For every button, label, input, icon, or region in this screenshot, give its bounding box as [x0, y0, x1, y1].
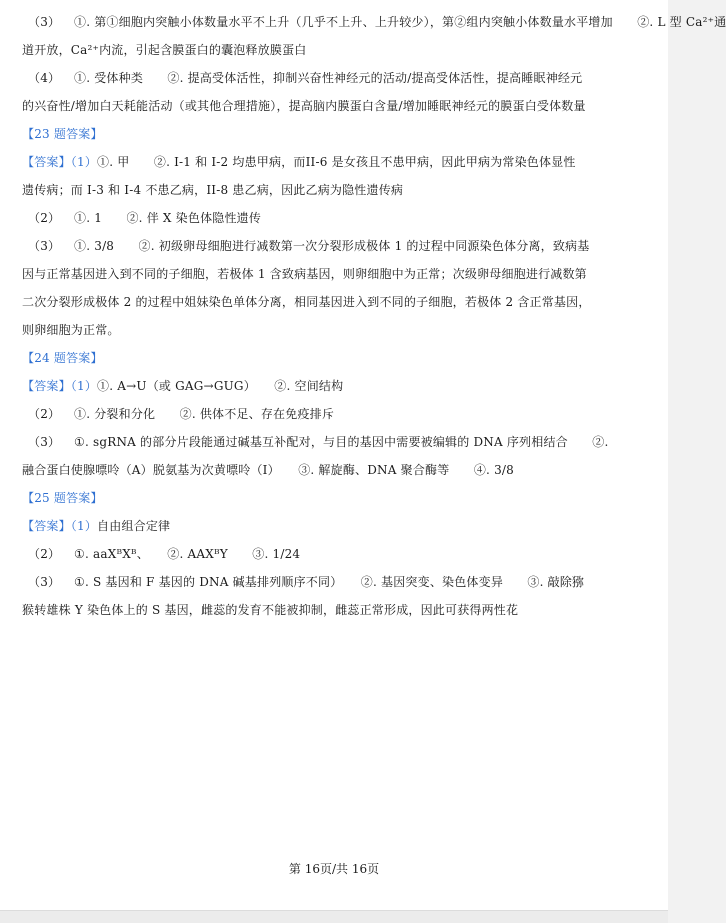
heading-text: 【23 题答案】 — [22, 127, 103, 141]
line-text: ①. 1 ②. 伴 X 染色体隐性遗传 — [74, 211, 262, 225]
text-line — [22, 540, 632, 568]
text-line — [22, 36, 632, 64]
page-number: 第 16页/共 16页 — [288, 862, 380, 876]
line-text: ①. 甲 ②. I-1 和 I-2 均患甲病，而II-6 是女孩且不患甲病，因此甲病为常染色体显性 — [97, 155, 576, 169]
text-line — [22, 8, 726, 36]
answer-line — [22, 148, 632, 176]
line-text: ①. A→U（或 GAG→GUG） ②. 空间结构 — [97, 379, 344, 393]
answer-label: 【答案】（1） — [22, 155, 98, 169]
line-text: ①. 第①细胞内突触小体数量水平不上升（几乎不上升、上升较少），第②组内突触小体数量水平增加 ②. L 型 Ca²⁺通 — [74, 15, 726, 29]
text-line — [22, 568, 632, 596]
line-text: ①. 分裂和分化 ②. 供体不足、存在免疫排斥 — [74, 407, 335, 421]
line-text: 则卵细胞为正常。 — [22, 323, 120, 337]
line-text: 猴转雄株 Y 染色体上的 S 基因，雌蕊的发育不能被抑制，雌蕊正常形成，因此可获得两性花 — [22, 603, 519, 617]
answer-content — [22, 8, 726, 624]
text-line — [22, 232, 632, 260]
text-line — [22, 204, 632, 232]
text-line — [22, 428, 632, 456]
line-text: ①. 3/8 ②. 初级卵母细胞进行减数第一次分裂形成极体 1 的过程中同源染色体分离，致病基 — [74, 239, 590, 253]
item-number: （3） — [28, 435, 61, 449]
text-line — [22, 316, 632, 344]
text-line — [22, 260, 632, 288]
line-text: 道开放，Ca²⁺内流，引起含膜蛋白的囊泡释放膜蛋白 — [22, 43, 307, 57]
line-text: 自由组合定律 — [97, 519, 171, 533]
line-text: ①. 受体种类 ②. 提高受体活性，抑制兴奋性神经元的活动/提高受体活性，提高睡眠神经元 — [74, 71, 583, 85]
item-number: （2） — [28, 547, 61, 561]
answer-line — [22, 512, 632, 540]
item-number: （3） — [28, 575, 61, 589]
item-number: （4） — [28, 71, 61, 85]
line-text: 二次分裂形成极体 2 的过程中姐妹染色单体分离，相同基因进入到不同的子细胞，若极体 2 含正常基因， — [22, 295, 591, 309]
text-line — [22, 92, 632, 120]
section-heading-23 — [22, 120, 632, 148]
answer-label: 【答案】（1） — [22, 519, 98, 533]
line-text: 遗传病；而 I-3 和 I-4 不患乙病，II-8 患乙病，因此乙病为隐性遗传病 — [22, 183, 404, 197]
line-text: 因与正常基因进入到不同的子细胞，若极体 1 含致病基因，则卵细胞中为正常；次级卵母细胞进行减数第 — [22, 267, 587, 281]
line-text: ①. sgRNA 的部分片段能通过碱基互补配对，与目的基因中需要被编辑的 DNA 序列相结合 ②. — [74, 435, 609, 449]
text-line — [22, 596, 632, 624]
text-line — [22, 400, 632, 428]
heading-text: 【25 题答案】 — [22, 491, 103, 505]
answer-line — [22, 372, 632, 400]
line-text: ①. S 基因和 F 基因的 DNA 碱基排列顺序不同） ②. 基因突变、染色体变异 ③. 敲除猕 — [74, 575, 585, 589]
viewer-bottom-strip — [0, 910, 668, 923]
item-number: （2） — [28, 211, 61, 225]
line-text: 的兴奋性/增加白天耗能活动（或其他合理措施），提高脑内膜蛋白含量/增加睡眠神经元的膜蛋白受体数量 — [22, 99, 586, 113]
section-heading-25 — [22, 484, 632, 512]
text-line — [22, 456, 632, 484]
item-number: （3） — [28, 15, 61, 29]
text-line — [22, 64, 632, 92]
answer-label: 【答案】（1） — [22, 379, 98, 393]
section-heading-24 — [22, 344, 632, 372]
item-number: （2） — [28, 407, 61, 421]
line-text: ①. aaXᴮXᴮ、 ②. AAXᴮY ③. 1/24 — [74, 547, 301, 561]
text-line — [22, 288, 632, 316]
item-number: （3） — [28, 239, 61, 253]
heading-text: 【24 题答案】 — [22, 351, 103, 365]
line-text: 融合蛋白使腺嘌呤（A）脱氨基为次黄嘌呤（I） ③. 解旋酶、DNA 聚合酶等 ④. 3/8 — [22, 463, 514, 477]
text-line — [22, 176, 632, 204]
